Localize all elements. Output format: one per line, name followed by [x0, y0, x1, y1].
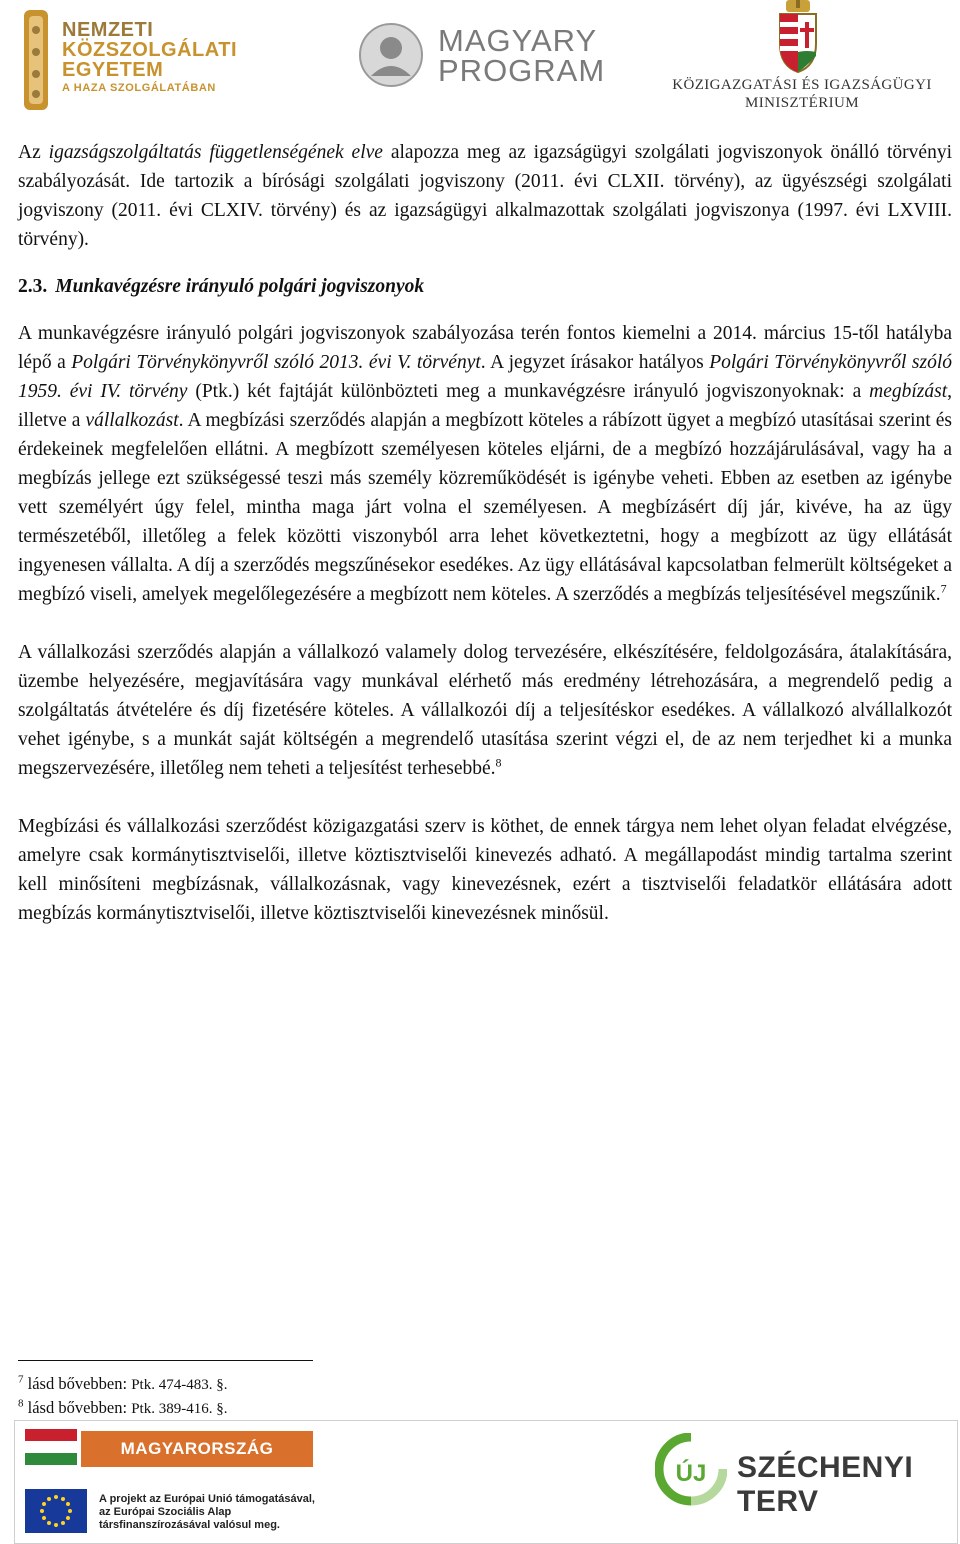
nke-subtitle: A HAZA SZOLGÁLATÁBAN: [62, 82, 216, 94]
eu-funding-statement: A projekt az Európai Unió támogatásával, az Európai Szociális Alap társfinanszírozásával valósul meg.: [99, 1493, 315, 1531]
hungarian-flag-icon: [25, 1429, 77, 1465]
paragraph-public-body-contracts: Megbízási és vállalkozási szerződést közigazgatási szerv is köthet, de ennek tárgya nem lehet olyan feladat elvégzése, amelyre csak kormánytisztviselői, illetve köztisztviselői kinevezés adható. A megállapodást mindig tartalma szerint kell minősíteni megbízásnak, vállalkozásnak, vagy kinevezésnek, ezért a tisztviselői feladatkör ellátására adott megbízás kormánytisztviselői, illetve köztisztviselői kinevezésnek minősül.: [18, 816, 952, 924]
nke-crest-icon: [18, 6, 54, 114]
funding-footer: [14, 1420, 958, 1544]
footnote-8: $^8$ lásd bővebben: Ptk. 389-416. §.: [18, 1397, 228, 1417]
nke-line-2: KÖZSZOLGÁLATI: [62, 39, 237, 61]
section-number: 2.3.: [18, 276, 48, 297]
eu-flag-icon: [25, 1489, 87, 1533]
section-heading: [18, 272, 952, 301]
magyarorszag-megujul-banner: MAGYARORSZÁG MEGÚJUL: [81, 1431, 313, 1467]
ministry-line-1: KÖZIGAZGATÁSI ÉS IGAZSÁGÜGYI: [672, 77, 932, 93]
szt-uj-label: ÚJ: [675, 1460, 707, 1487]
footnote-7: $^7$ lásd bővebben: Ptk. 474-483. §.: [18, 1373, 228, 1393]
nke-line-3: EGYETEM: [62, 59, 164, 81]
magyary-line-1: MAGYARY: [438, 23, 598, 58]
footnote-separator: [18, 1360, 313, 1361]
paragraph-work-contract: A vállalkozási szerződés alapján a vállalkozó valamely dolog tervezésére, elkészítésére, feldolgozására, átalakítására, üzembe helyezésére, megjavítására vagy munkával elérhető más eredmény létrehozására, a megrendelő pedig a szolgáltatás átvételére és díj fizetésére köteles. A vállalkozói díj a teljesítéskor esedékes. A vállalkozó alvállalkozót vehet igénybe, s a munkát saját költségén a megrendelő utasítása szerint végzi el, de az nem terjedhet ki a munka megszervezésére, illetőleg nem teheti a teljesítést terhesebbé.$^8$: [18, 642, 952, 779]
magyary-portrait-icon: [358, 22, 424, 88]
paragraph-civil-contracts: A munkavégzésre irányuló polgári jogviszonyok szabályozása terén fontos kiemelni a 2014. március 15-től hatályba lépő a Polgári Törvénykönyvről szóló 2013. évi V. törvényt. A jegyzet írásakor hatályos Polgári Törvénykönyvről szóló 1959. évi IV. törvény (Ptk.) két fajtáját különbözteti meg a munkavégzésre irányuló jogviszonyoknak: a megbízást, illetve a vállalkozást. A megbízási szerződés alapján a megbízott köteles a rábízott ügyet a megbízó utasításai szerint és érdekeinek megfelelően ellátni. A megbízott személyesen köteles eljárni, de a megbízó hozzájárulásával, vagy ha a megbízás jellege ezt szükségessé teszi más személy közreműködését is igénybe veheti. Ebben az esetben az igénybe vett személyért úgy felel, mintha maga járt volna el személyesen. A megbízásért díj jár, kivéve, ha az ügy természetéből, illetőleg a felek közötti viszonyból arra lehet következtetni, hogy a megbízott az ügy ellátását ingyenesen vállalta. A díj a szerződés megszűnésekor esedékes. Az ügy ellátásával kapcsolatban felmerült költségeket a megbízó viseli, amelyek megelőlegezésére a megbízott nem köteles. A szerződés a megbízás teljesítésével megszűnik.$^7$: [18, 323, 952, 605]
document-body: [18, 138, 952, 928]
section-title: Munkavégzésre irányuló polgári jogviszonyok: [55, 276, 425, 297]
szechenyi-terv-text: SZÉCHENYI TERV: [737, 1451, 914, 1518]
szechenyi-terv-logo-icon: [655, 1433, 727, 1525]
nke-line-1: NEMZETI: [62, 19, 154, 41]
paragraph-judicial-service: Az igazságszolgáltatás függetlenségének elve alapozza meg az igazságügyi szolgálati jogviszonyok önálló törvényi szabályozását. Ide tartozik a bírósági szolgálati jogviszony (2011. évi CLXII. törvény), az ügyészségi szolgálati jogviszony (2011. évi CLXIV. törvény) és az igazságügyi alkalmazottak szolgálati jogviszonya (1997. évi LXVIII. törvény).: [18, 142, 952, 250]
magyary-logo: [358, 22, 606, 92]
page-header: [0, 0, 960, 120]
magyary-line-2: PROGRAM: [438, 53, 606, 88]
hungarian-coat-of-arms-icon: [776, 0, 820, 74]
ministry-logo: [672, 0, 932, 118]
ministry-line-2: MINISZTÉRIUM: [745, 95, 859, 111]
footnote-ref-7[interactable]: 7: [940, 581, 947, 596]
footnote-ref-8[interactable]: 8: [495, 755, 502, 770]
nke-logo: [18, 6, 278, 114]
